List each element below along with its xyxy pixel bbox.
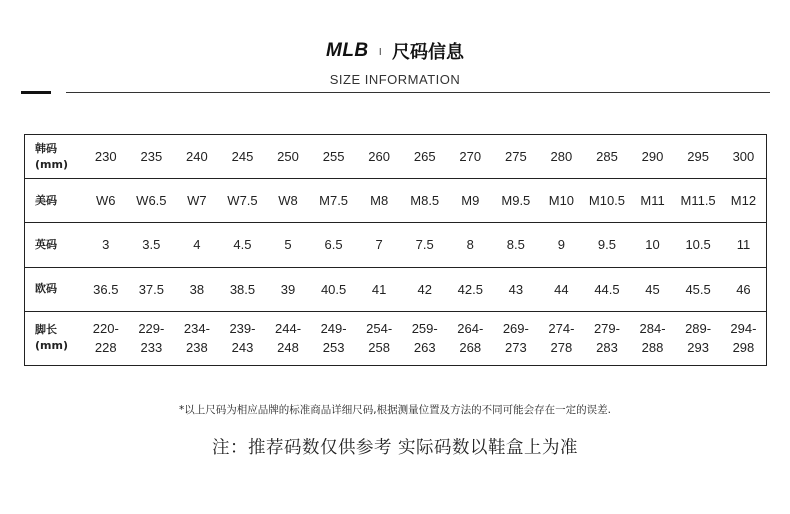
size-cell: 220- 228 — [83, 311, 129, 365]
size-cell: W6 — [83, 179, 129, 223]
size-cell: 235 — [140, 149, 163, 165]
size-cell: W8 — [265, 179, 311, 223]
size-cell: 11 — [721, 223, 767, 267]
size-cell: 42.5 — [448, 267, 494, 311]
size-cell: 255 — [322, 149, 345, 165]
size-cell: 240 — [186, 149, 208, 165]
size-cell: M8 — [356, 179, 402, 223]
size-cell: 10.5 — [675, 223, 721, 267]
size-row — [25, 267, 767, 311]
size-cell: M8.5 — [402, 179, 448, 223]
row-header: 英码 — [25, 223, 84, 267]
size-cell: 295 — [687, 149, 709, 165]
size-cell: 279- 283 — [584, 311, 630, 365]
size-cell: 280 — [550, 149, 573, 165]
row-header: 欧码 — [25, 267, 84, 311]
header-accent-rule — [21, 91, 51, 94]
size-cell: 275 — [504, 149, 527, 165]
size-cell: 8 — [448, 223, 494, 267]
size-cell: 9.5 — [584, 223, 630, 267]
size-cell: M10 — [539, 179, 585, 223]
size-cell: 44 — [539, 267, 585, 311]
size-cell: 294- 298 — [721, 311, 767, 365]
size-chart-body — [25, 135, 767, 366]
size-row — [25, 179, 767, 223]
size-cell: W7 — [174, 179, 220, 223]
size-cell: 38.5 — [220, 267, 266, 311]
brand-row — [0, 38, 790, 64]
size-cell: W6.5 — [129, 179, 175, 223]
size-cell: 40.5 — [311, 267, 357, 311]
size-cell: 43 — [493, 267, 539, 311]
size-cell: 41 — [356, 267, 402, 311]
size-cell: 269- 273 — [493, 311, 539, 365]
size-cell: 229- 233 — [129, 311, 175, 365]
size-cell: 300 — [732, 149, 755, 165]
size-cell: 234- 238 — [174, 311, 220, 365]
size-cell: M7.5 — [311, 179, 357, 223]
size-cell: 42 — [402, 267, 448, 311]
size-row — [25, 223, 767, 267]
size-cell: 45 — [630, 267, 676, 311]
size-cell: 250 — [277, 149, 299, 165]
brand-logo: MLB — [326, 40, 369, 61]
size-cell: M12 — [721, 179, 767, 223]
size-cell: 10 — [630, 223, 676, 267]
size-cell: 254- 258 — [356, 311, 402, 365]
size-cell: 4.5 — [220, 223, 266, 267]
size-cell: M9.5 — [493, 179, 539, 223]
size-row — [25, 311, 767, 365]
size-cell: 274- 278 — [539, 311, 585, 365]
row-header: 韩码 (mm) — [35, 141, 68, 171]
size-cell: 284- 288 — [630, 311, 676, 365]
size-cell: 38 — [174, 267, 220, 311]
row-header: 脚长 (mm) — [25, 311, 84, 365]
header-divider — [66, 92, 770, 93]
size-row — [25, 135, 767, 179]
size-cell: M10.5 — [584, 179, 630, 223]
size-cell: 260 — [368, 149, 390, 165]
size-cell: 285 — [596, 149, 618, 165]
size-cell: 4 — [174, 223, 220, 267]
size-cell: 265 — [413, 149, 436, 165]
size-cell: 46 — [721, 267, 767, 311]
sizing-footer-note: 注：推荐码数仅供参考 实际码数以鞋盒上为准 — [211, 438, 579, 458]
size-cell: 3 — [83, 223, 129, 267]
size-cell: M11.5 — [675, 179, 721, 223]
size-cell: 239- 243 — [220, 311, 266, 365]
size-cell: 259- 263 — [402, 311, 448, 365]
size-cell: 244- 248 — [265, 311, 311, 365]
size-cell: 44.5 — [584, 267, 630, 311]
size-cell: 230 — [94, 149, 117, 165]
size-cell: 270 — [459, 149, 482, 165]
size-cell: 39 — [265, 267, 311, 311]
size-cell: 6.5 — [311, 223, 357, 267]
size-cell: 45.5 — [675, 267, 721, 311]
size-chart-table — [24, 134, 767, 366]
size-cell: 3.5 — [129, 223, 175, 267]
size-cell: 7 — [356, 223, 402, 267]
size-cell: M11 — [630, 179, 676, 223]
size-cell: W7.5 — [220, 179, 266, 223]
size-cell: M9 — [448, 179, 494, 223]
size-cell: 290 — [641, 149, 664, 165]
brand-separator: ı — [378, 44, 382, 58]
size-cell: 8.5 — [493, 223, 539, 267]
page-title: 尺码信息 — [392, 42, 464, 63]
size-cell: 7.5 — [402, 223, 448, 267]
size-cell: 36.5 — [83, 267, 129, 311]
size-cell: 5 — [265, 223, 311, 267]
size-cell: 245 — [231, 149, 254, 165]
size-cell: 9 — [539, 223, 585, 267]
row-header: 美码 — [25, 179, 84, 223]
size-cell: 37.5 — [129, 267, 175, 311]
size-cell: 264- 268 — [448, 311, 494, 365]
page-subtitle: SIZE INFORMATION — [329, 72, 461, 87]
size-cell: 289- 293 — [675, 311, 721, 365]
measurement-note: *以上尺码为相应品牌的标准商品详细尺码,根据测量位置及方法的不同可能会存在一定的误差. — [179, 404, 611, 416]
size-cell: 249- 253 — [311, 311, 357, 365]
size-info-header — [0, 38, 790, 87]
